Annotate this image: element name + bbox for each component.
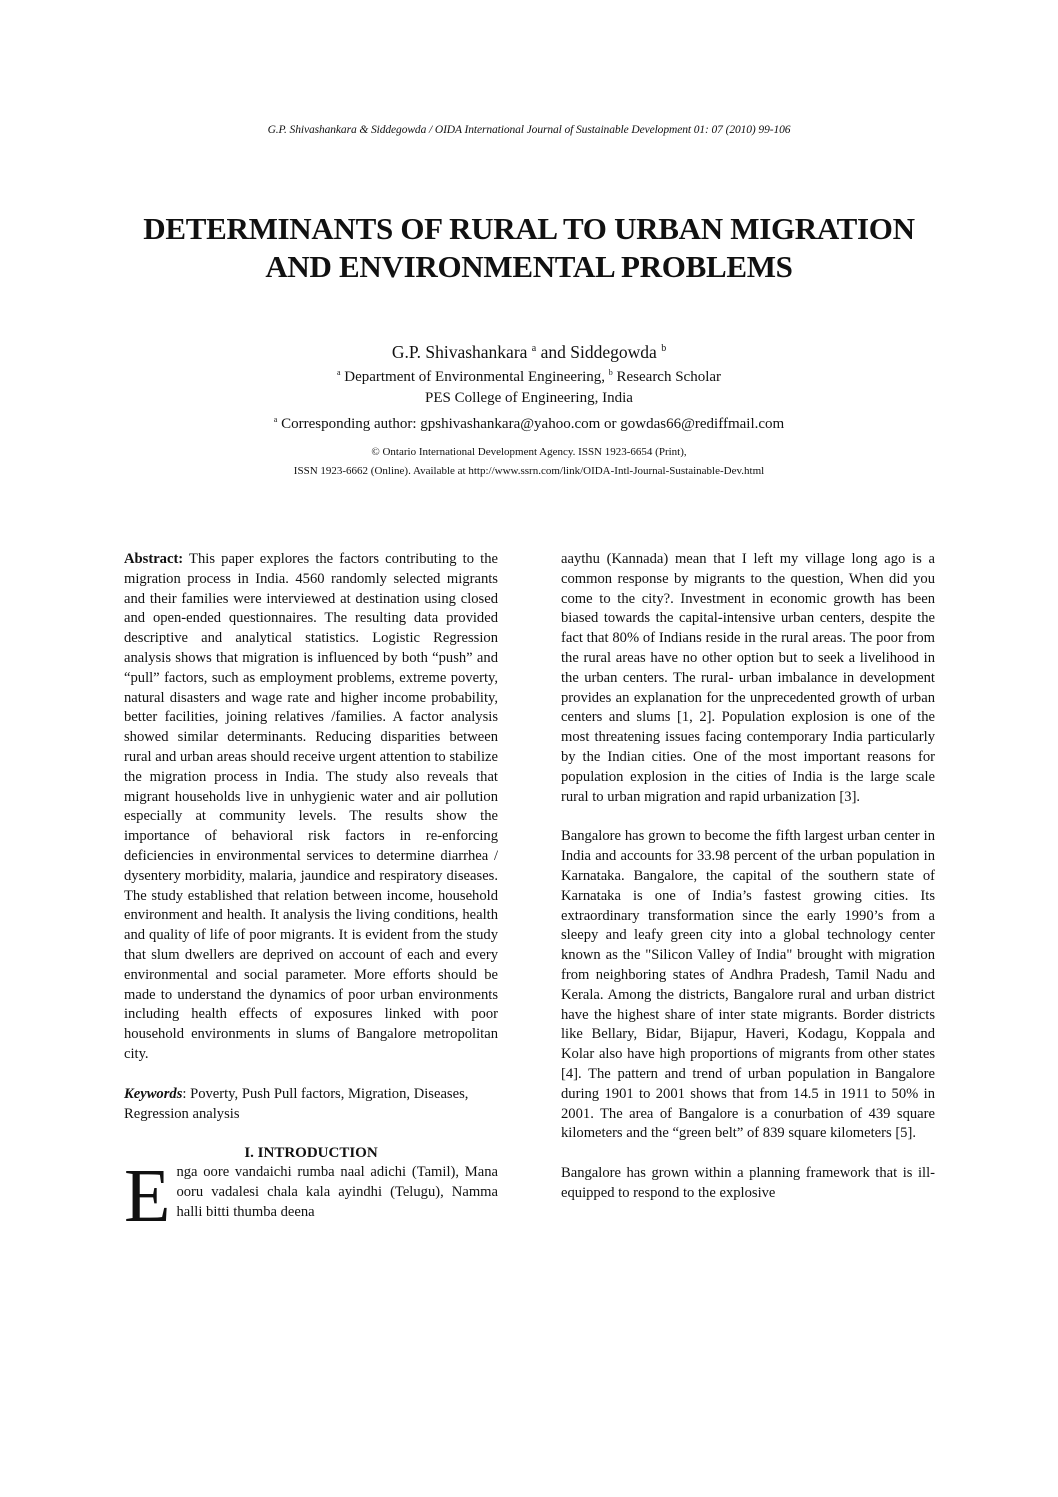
affiliation-line-1 — [0, 362, 1058, 388]
affiliation-department: Department of Environmental Engineering, — [340, 369, 609, 385]
keywords-label: Keywords — [124, 1085, 183, 1102]
abstract-text: This paper explores the factors contributing to the migration process in India. 4560 randomly selected migrants and their families were interviewed at destination using closed and open-ended questionnaires. The resulting data provided descriptive and analytical statistics. Logistic Regression analysis shows that migration is influenced by both “push” and “pull” factors, such as employment problems, extreme poverty, natural disasters and wage rate and higher income probability, better facilities, joining relatives /families. A factor analysis showed similar determinants. Reducing disparities between rural and urban areas should receive urgent attention to stabilize the migration process in India. The study also reveals that migrant households live in unhygienic water and air pollution especially at community levels. The results show the importance of behavioral risk factors in re-enforcing deficiencies in environmental services to determine diarrhea / dysentery morbidity, malaria, jaundice and respiratory diseases. The study established that relation between income, household environment and health. It analysis the living conditions, health and quality of life of poor migrants. It is evident from the study that slum dwellers are deprived on account of each and every environmental and social parameter. More efforts should be made to understand the dynamics of poor urban environments including health effects of exposures linked with poor household environments in slums of Bangalore metropolitan city. — [124, 551, 498, 1062]
right-column — [561, 550, 935, 1224]
abstract — [124, 550, 498, 1065]
intro-text-left: nga oore vandaichi rumba naal adichi (Tamil), Mana ooru vadalesi chala kala ayindhi (Telugu), Namma halli bitti thumba deena — [176, 1164, 498, 1220]
intro-paragraph-start — [124, 1154, 498, 1239]
paper-title — [0, 210, 1058, 286]
intro-paragraph-continued: aaythu (Kannada) mean that I left my village long ago is a common response by migrants to the question, When did you come to the city?. Investment in economic growth has been biased towards the capital-intensive urban centers, despite the fact that 80% of Indians reside in the rural areas. The poor from the rural areas have no other option but to seek a livelihood in the urban centers. The rural- urban imbalance in development provides an explanation for the unprecedented growth of urban centers and slums [1, 2]. Population explosion is one of the most threatening issues facing contemporary India particularly by the Indian cities. One of the most important reasons for population explosion in the cities of India is the large scale rural to urban migration and rapid urbanization [3]. — [561, 551, 935, 805]
keywords-text: : Poverty, Push Pull factors, Migration, Diseases, Regression analysis — [124, 1085, 469, 1122]
author-line — [0, 338, 1058, 363]
abstract-label: Abstract: — [124, 551, 184, 567]
author-2-affil-mark: b — [661, 343, 667, 354]
title-line-1: DETERMINANTS OF RURAL TO URBAN MIGRATION — [143, 211, 915, 246]
affiliations — [0, 362, 1058, 435]
affiliation-line-2: PES College of Engineering, India — [425, 390, 633, 406]
author-1-affil-mark: a — [531, 343, 537, 354]
copyright-notice — [0, 443, 1058, 481]
affil-mark-a: a — [336, 368, 341, 377]
corresponding-author: Corresponding author: gpshivashankara@yahoo.com or gowdas66@rediffmail.com — [277, 416, 785, 432]
author-conjunction: and — [540, 341, 571, 362]
section-heading-introduction: I. INTRODUCTION — [244, 1145, 378, 1162]
affiliation-role: Research Scholar — [612, 369, 722, 385]
author-2: Siddegowda — [570, 341, 657, 362]
affil-mark-corresponding: a — [273, 415, 278, 424]
affiliation-line-3 — [0, 409, 1058, 435]
drop-cap: E — [124, 1154, 171, 1239]
running-head: G.P. Shivashankara & Siddegowda / OIDA International Journal of Sustainable Development 01: 07 (2010) 99-106 — [267, 124, 791, 136]
intro-paragraph-2: Bangalore has grown to become the fifth largest urban center in India and accounts for 33.98 percent of the urban population in Karnataka. Bangalore, the capital of the southern state of Karnataka is one of India’s fastest growing cities. Its extraordinary transformation since the early 1990’s from a sleepy and leafy green city into a global technology center known as the "Silicon Valley of India" brought with migration from neighboring states of Andhra Pradesh, Tamil Nadu and Kerala. Among the districts, Bangalore rural and urban district have the highest share of inter state migrants. Border districts like Bellary, Bidar, Bijapur, Haveri, Kodagu, Koppala and Kolar also have high proportions of migrants from other states [4]. The pattern and trend of urban population in Bangalore during 1901 to 2001 shows that from 14.5 in 1911 to 50% in 2001. The area of Bangalore is a conurbation of 439 square kilometers and the “green belt” of 839 square kilometers [5]. — [561, 828, 935, 1142]
left-column — [124, 550, 498, 1243]
copyright-line-2: ISSN 1923-6662 (Online). Available at http://www.ssrn.com/link/OIDA-Intl-Journal-Sustainable-Dev.html — [293, 465, 765, 477]
keywords — [124, 1085, 498, 1125]
author-1: G.P. Shivashankara — [391, 341, 528, 362]
copyright-line-1: © Ontario International Development Agency. ISSN 1923-6654 (Print), — [371, 446, 687, 458]
intro-paragraph-3: Bangalore has grown within a planning framework that is ill-equipped to respond to the explosive — [561, 1165, 935, 1201]
affil-mark-b: b — [608, 368, 613, 377]
title-line-2: AND ENVIRONMENTAL PROBLEMS — [265, 249, 793, 284]
